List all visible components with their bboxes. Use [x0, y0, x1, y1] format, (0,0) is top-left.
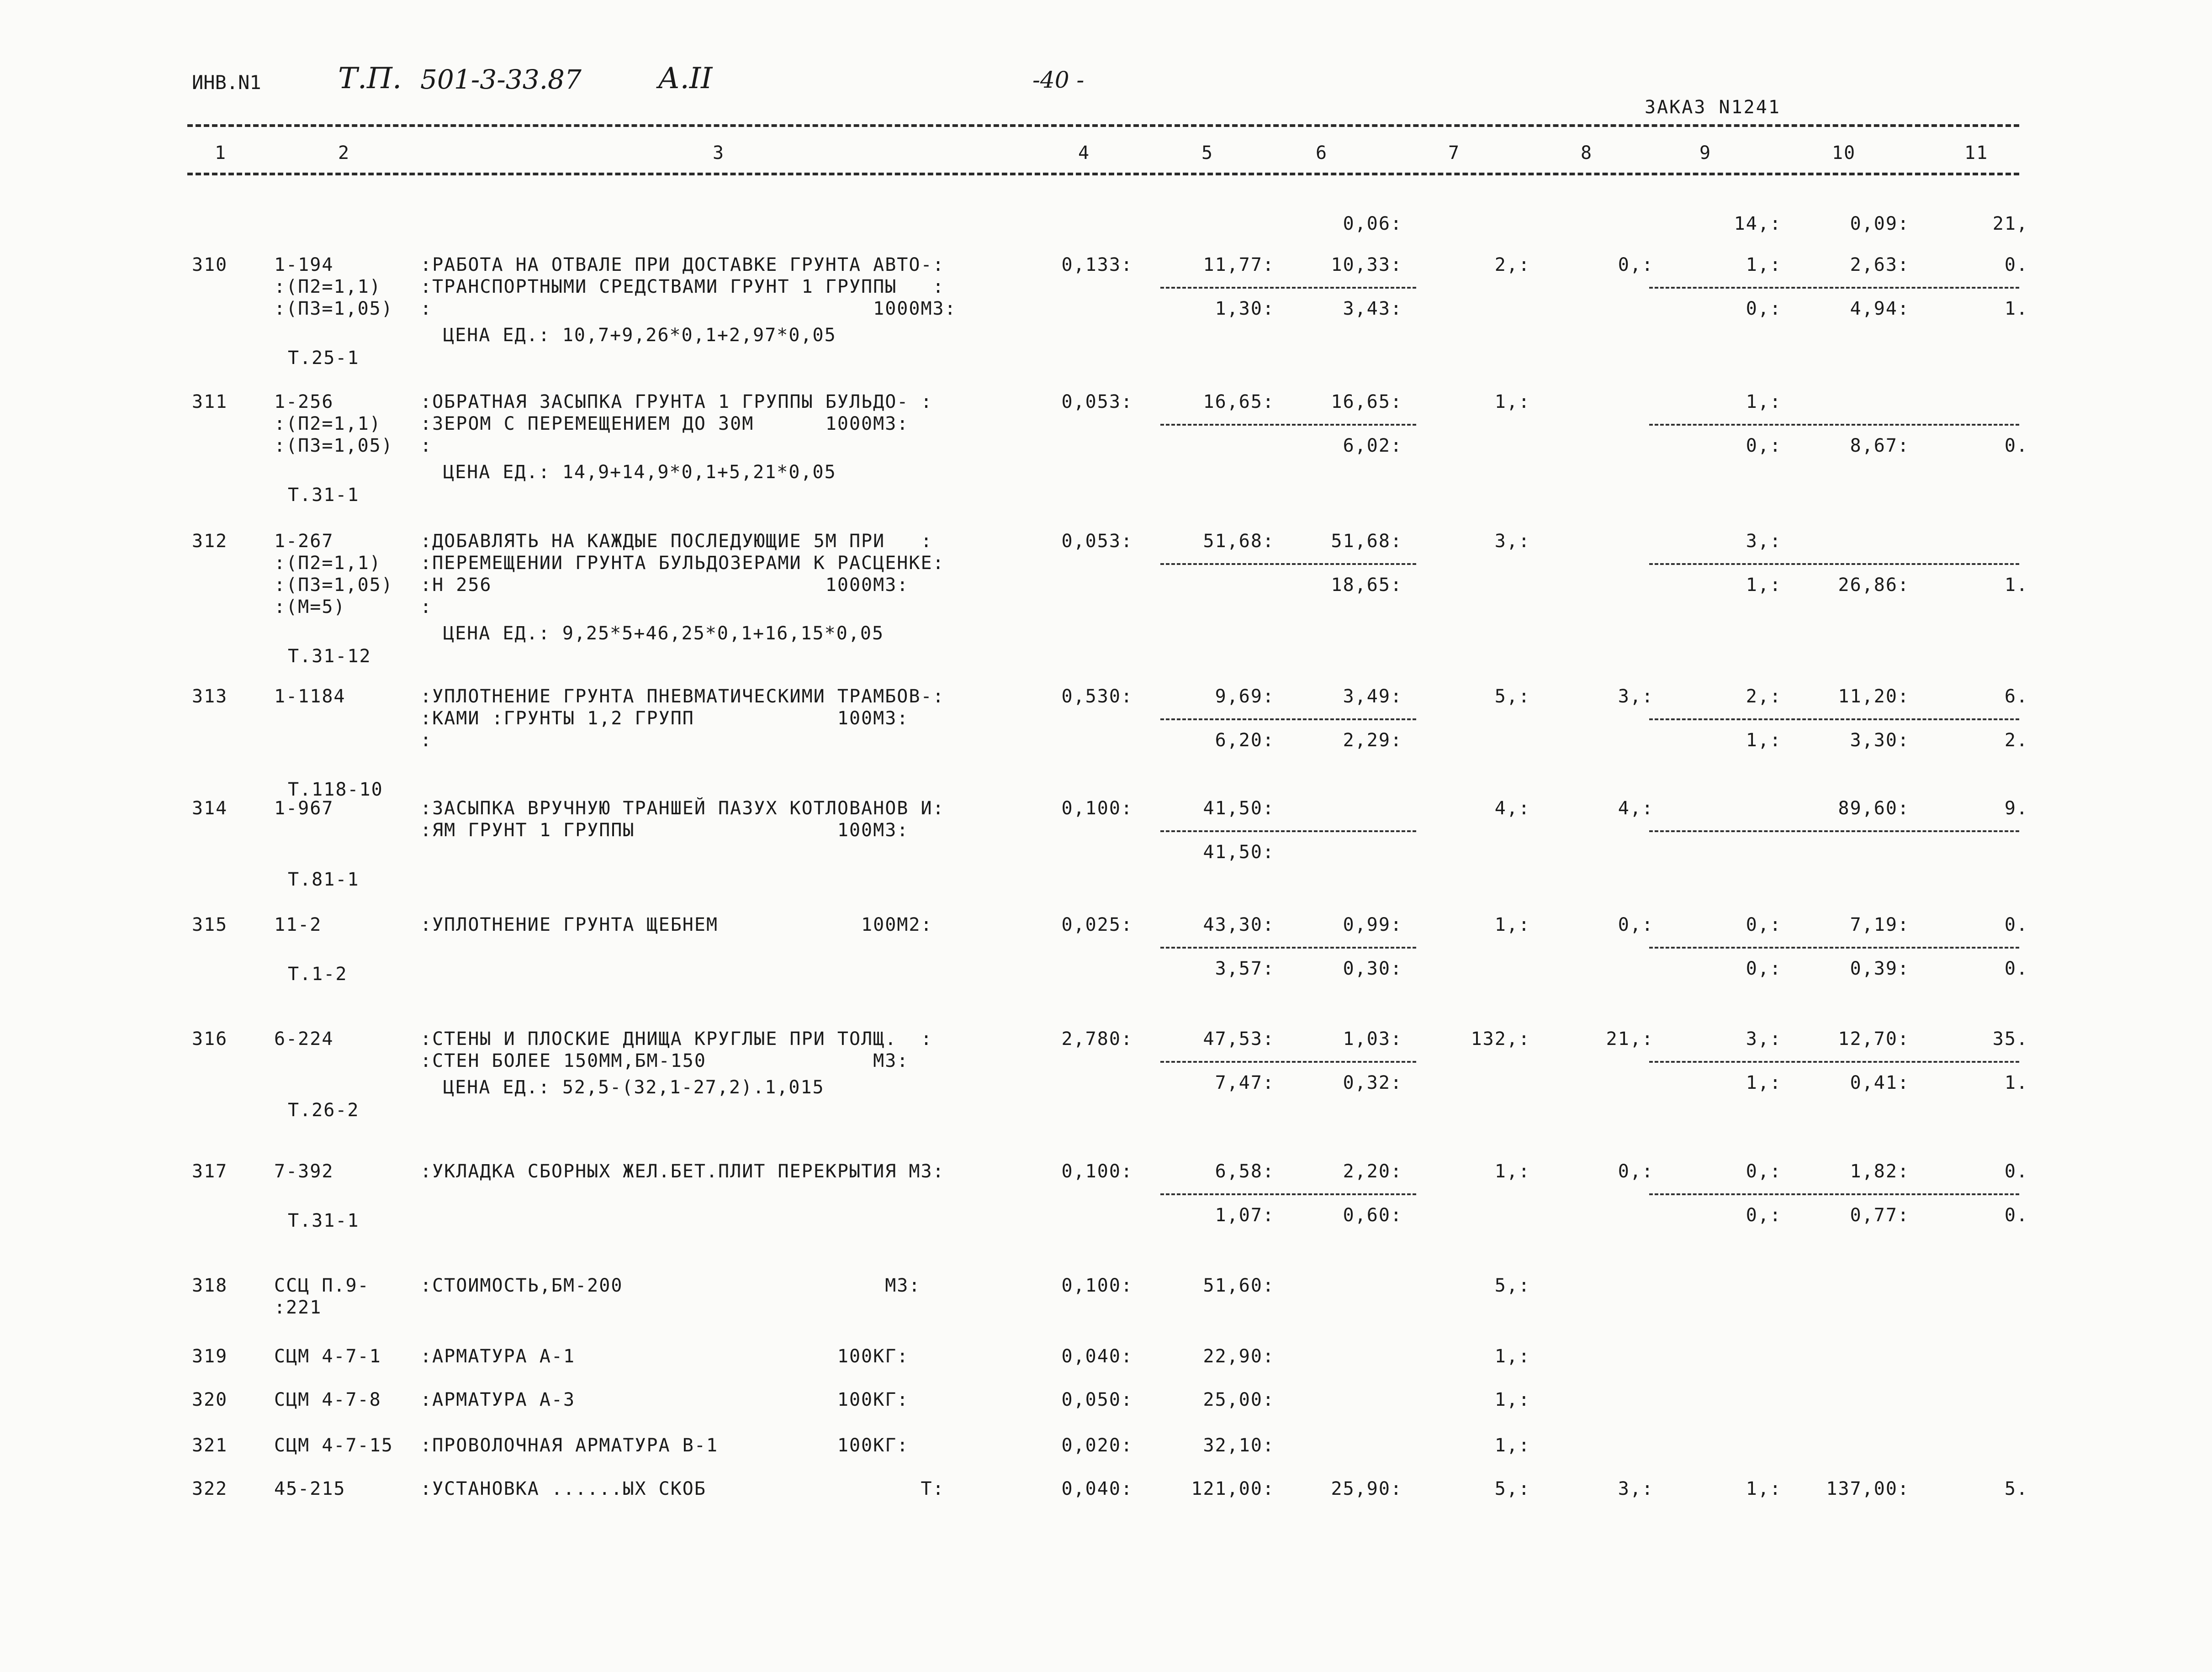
norm-reference: Т.25-1 [288, 348, 360, 369]
header-bottom-rule [187, 173, 2019, 175]
cell-c5: 51,68: [1203, 531, 1275, 552]
cell-c4: 0,025: [1061, 914, 1133, 935]
cell-c10: 7,19: [1850, 914, 1910, 935]
cell-divider [1649, 718, 2019, 720]
resource-code: 6-224 [274, 1029, 334, 1050]
cell-col9: 14,: [1734, 213, 1782, 234]
cell-c11-lower: 2. [2004, 730, 2028, 751]
cell-c8: 21,: [1606, 1029, 1654, 1050]
order-number: ЗАКАЗ N1241 [1645, 97, 1781, 118]
cell-c11-lower: 1. [2004, 298, 2028, 319]
tp-code: 501-3-33.87 [420, 64, 582, 95]
cell-c9-lower: 1,: [1746, 1072, 1782, 1093]
cell-c7: 3,: [1494, 531, 1530, 552]
work-description: :СТЕН БОЛЕЕ 150ММ,БМ-150 М3: [420, 1050, 909, 1071]
column-number: 6 [1316, 142, 1328, 164]
cell-c6: 1,03: [1343, 1029, 1402, 1050]
work-description: :УПЛОТНЕНИЕ ГРУНТА ПНЕВМАТИЧЕСКИМИ ТРАМБОВ-: [420, 686, 945, 707]
unit-price-formula: ЦЕНА ЕД.: 9,25*5+46,25*0,1+16,15*0,05 [443, 623, 884, 644]
cell-c9-lower: 1,: [1746, 730, 1782, 751]
cell-c9-lower: 1,: [1746, 575, 1782, 596]
cell-divider [1160, 1061, 1416, 1063]
cell-c6-lower: 18,65: [1331, 575, 1402, 596]
work-description: :КАМИ :ГРУНТЫ 1,2 ГРУПП 100М3: [420, 708, 909, 729]
cell-c4: 0,020: [1061, 1435, 1133, 1456]
column-number: 8 [1581, 142, 1593, 164]
resource-code: :(П2=1,1) [274, 413, 381, 434]
cell-c5: 121,00: [1191, 1478, 1275, 1499]
cell-c11: 35. [1992, 1029, 2028, 1050]
album-label: А.II [658, 62, 713, 95]
cell-c9: 0,: [1746, 914, 1782, 935]
cell-c9: 1,: [1746, 391, 1782, 412]
work-description: :УПЛОТНЕНИЕ ГРУНТА ЩЕБНЕМ 100М2: [420, 914, 933, 935]
cell-c10-lower: 3,30: [1850, 730, 1910, 751]
cell-c4: 0,100: [1061, 1275, 1133, 1296]
cell-c4: 0,040: [1061, 1478, 1133, 1499]
resource-code: :(П2=1,1) [274, 553, 381, 574]
cell-c9: 3,: [1746, 531, 1782, 552]
cell-c11: 0. [2004, 914, 2028, 935]
work-description: :ДОБАВЛЯТЬ НА КАЖДЫЕ ПОСЛЕДУЮЩИЕ 5М ПРИ : [420, 531, 933, 552]
cell-c11: 5. [2004, 1478, 2028, 1499]
cell-c5: 43,30: [1203, 914, 1275, 935]
cell-c5-lower: 1,30: [1215, 298, 1275, 319]
cell-c4: 0,100: [1061, 798, 1133, 819]
cell-divider [1649, 287, 2019, 289]
cell-c11: 0. [2004, 1161, 2028, 1182]
resource-code: :(П3=1,05) [274, 575, 393, 596]
cell-col6-lower: 0,06: [1343, 213, 1402, 234]
norm-reference: Т.1-2 [288, 964, 348, 985]
norm-reference: Т.26-2 [288, 1100, 360, 1121]
column-number: 4 [1078, 142, 1090, 164]
row-number: 312 [192, 531, 228, 552]
resource-code: :(П2=1,1) [274, 276, 381, 297]
cell-c5: 16,65: [1203, 391, 1275, 412]
cell-divider [1649, 1193, 2019, 1195]
cell-divider [1649, 1061, 2019, 1063]
cell-c6: 16,65: [1331, 391, 1402, 412]
row-number: 317 [192, 1161, 228, 1182]
cell-c10-lower: 26,86: [1838, 575, 1910, 596]
cell-c7: 5,: [1494, 1478, 1530, 1499]
cell-c7: 5,: [1494, 686, 1530, 707]
cell-divider [1160, 563, 1416, 565]
cell-c4: 0,530: [1061, 686, 1133, 707]
column-number: 10 [1832, 142, 1856, 164]
resource-code: :(П3=1,05) [274, 435, 393, 456]
resource-code: :(М=5) [274, 596, 346, 617]
cell-divider [1160, 830, 1416, 832]
cell-c5-lower: 41,50: [1203, 842, 1275, 863]
cell-c7: 1,: [1494, 1161, 1530, 1182]
resource-code: 1-967 [274, 798, 334, 819]
page-number: -40 - [1032, 67, 1085, 93]
cell-c5: 25,00: [1203, 1389, 1275, 1410]
norm-reference: Т.31-12 [288, 646, 371, 667]
cell-c11: 0. [2004, 254, 2028, 275]
cell-c11-lower: 1. [2004, 575, 2028, 596]
column-number: 7 [1448, 142, 1461, 164]
cell-c4: 0,053: [1061, 391, 1133, 412]
row-number: 320 [192, 1389, 228, 1410]
cell-c11-lower: 0. [2004, 1205, 2028, 1226]
norm-reference: Т.31-1 [288, 1210, 360, 1231]
cell-c7: 1,: [1494, 914, 1530, 935]
cell-c4: 0,100: [1061, 1161, 1133, 1182]
resource-code: 1-194 [274, 254, 334, 275]
cell-c9-lower: 0,: [1746, 1205, 1782, 1226]
cell-c5-lower: 3,57: [1215, 958, 1275, 979]
cell-c11: 9. [2004, 798, 2028, 819]
cell-c6-lower: 6,02: [1343, 435, 1402, 456]
cell-c5: 22,90: [1203, 1346, 1275, 1367]
cell-c10: 2,63: [1850, 254, 1910, 275]
cell-c11-lower: 0. [2004, 958, 2028, 979]
cell-c10: 137,00: [1826, 1478, 1910, 1499]
row-number: 310 [192, 254, 228, 275]
cell-c11: 6. [2004, 686, 2028, 707]
cell-c7: 1,: [1494, 1389, 1530, 1410]
unit-price-formula: ЦЕНА ЕД.: 14,9+14,9*0,1+5,21*0,05 [443, 462, 836, 483]
cell-c6-lower: 0,60: [1343, 1205, 1402, 1226]
cell-c10-lower: 0,39: [1850, 958, 1910, 979]
cell-c10: 1,82: [1850, 1161, 1910, 1182]
row-number: 314 [192, 798, 228, 819]
norm-reference: Т.31-1 [288, 485, 360, 506]
cell-divider [1160, 287, 1416, 289]
cell-c9-lower: 0,: [1746, 435, 1782, 456]
cell-c11-lower: 1. [2004, 1072, 2028, 1093]
work-description: : [420, 435, 433, 456]
work-description: :АРМАТУРА А-1 100КГ: [420, 1346, 909, 1367]
cell-c4: 0,050: [1061, 1389, 1133, 1410]
cell-c6: 3,49: [1343, 686, 1402, 707]
work-description: :ПРОВОЛОЧНАЯ АРМАТУРА В-1 100КГ: [420, 1435, 909, 1456]
work-description: :ОБРАТНАЯ ЗАСЫПКА ГРУНТА 1 ГРУППЫ БУЛЬДО- : [420, 391, 933, 412]
cell-c6: 0,99: [1343, 914, 1402, 935]
cell-c8: 3,: [1618, 686, 1654, 707]
work-description: :СТОИМОСТЬ,БМ-200 М3: [420, 1275, 921, 1296]
work-description: :ЯМ ГРУНТ 1 ГРУППЫ 100М3: [420, 820, 909, 841]
cell-c5: 11,77: [1203, 254, 1275, 275]
row-number: 311 [192, 391, 228, 412]
column-number: 2 [338, 142, 350, 164]
cell-c5: 32,10: [1203, 1435, 1275, 1456]
column-number: 3 [713, 142, 725, 164]
cell-divider [1160, 1193, 1416, 1195]
unit-price-formula: ЦЕНА ЕД.: 10,7+9,26*0,1+2,97*0,05 [443, 325, 836, 346]
cell-c6-lower: 3,43: [1343, 298, 1402, 319]
work-description: :РАБОТА НА ОТВАЛЕ ПРИ ДОСТАВКЕ ГРУНТА АВТО-: [420, 254, 945, 275]
resource-code: СЦМ 4-7-15 [274, 1435, 393, 1456]
cell-c7: 1,: [1494, 1346, 1530, 1367]
work-description: :ТРАНСПОРТНЫМИ СРЕДСТВАМИ ГРУНТ 1 ГРУППЫ : [420, 276, 945, 297]
cell-c4: 0,133: [1061, 254, 1133, 275]
cell-c9-lower: 0,: [1746, 298, 1782, 319]
norm-reference: Т.81-1 [288, 869, 360, 890]
cell-c6-lower: 0,32: [1343, 1072, 1402, 1093]
work-description: : [420, 596, 433, 617]
cell-divider [1649, 563, 2019, 565]
column-number: 9 [1699, 142, 1712, 164]
tp-label: Т.П. [338, 62, 402, 95]
cell-c10: 12,70: [1838, 1029, 1910, 1050]
cell-c5: 6,58: [1215, 1161, 1275, 1182]
column-number: 11 [1964, 142, 1989, 164]
resource-code: СЦМ 4-7-8 [274, 1389, 381, 1410]
work-description: :ЗАСЫПКА ВРУЧНУЮ ТРАНШЕЙ ПАЗУХ КОТЛОВАНОВ И: [420, 798, 945, 819]
cell-c8: 0,: [1618, 254, 1654, 275]
resource-code: 11-2 [274, 914, 322, 935]
cell-c9: 3,: [1746, 1029, 1782, 1050]
cell-divider [1160, 424, 1416, 426]
cell-c8: 3,: [1618, 1478, 1654, 1499]
cell-c10-lower: 4,94: [1850, 298, 1910, 319]
cell-c5: 41,50: [1203, 798, 1275, 819]
work-description: :ПЕРЕМЕЩЕНИИ ГРУНТА БУЛЬДОЗЕРАМИ К РАСЦЕНКЕ: [420, 553, 945, 574]
row-number: 316 [192, 1029, 228, 1050]
cell-c5-lower: 6,20: [1215, 730, 1275, 751]
work-description: :Н 256 1000М3: [420, 575, 909, 596]
row-number: 313 [192, 686, 228, 707]
cell-c7: 5,: [1494, 1275, 1530, 1296]
inventory-label: ИНВ.N1 [192, 71, 261, 94]
resource-code: ССЦ П.9- [274, 1275, 370, 1296]
cell-col10: 0,09: [1850, 213, 1910, 234]
header-top-rule [187, 124, 2019, 127]
cell-c5: 51,60: [1203, 1275, 1275, 1296]
cell-c7: 1,: [1494, 391, 1530, 412]
row-number: 315 [192, 914, 228, 935]
cell-c5-lower: 7,47: [1215, 1072, 1275, 1093]
cell-c6: 51,68: [1331, 531, 1402, 552]
cell-c4: 0,040: [1061, 1346, 1133, 1367]
work-description: :СТЕНЫ И ПЛОСКИЕ ДНИЩА КРУГЛЫЕ ПРИ ТОЛЩ. : [420, 1029, 933, 1050]
cell-c10: 89,60: [1838, 798, 1910, 819]
cell-c9: 1,: [1746, 1478, 1782, 1499]
cell-c5: 47,53: [1203, 1029, 1275, 1050]
cell-c10-lower: 0,41: [1850, 1072, 1910, 1093]
cell-c8: 0,: [1618, 1161, 1654, 1182]
cell-c9-lower: 0,: [1746, 958, 1782, 979]
work-description: :АРМАТУРА А-3 100КГ: [420, 1389, 909, 1410]
work-description: : 1000М3: [420, 298, 957, 319]
cell-c4: 0,053: [1061, 531, 1133, 552]
cell-c6: 10,33: [1331, 254, 1402, 275]
cell-col11: 21, [1992, 213, 2028, 234]
cell-c5: 9,69: [1215, 686, 1275, 707]
cell-c5-lower: 1,07: [1215, 1205, 1275, 1226]
cell-c7: 4,: [1494, 798, 1530, 819]
cell-c7: 1,: [1494, 1435, 1530, 1456]
work-description: :ЗЕРОМ С ПЕРЕМЕЩЕНИЕМ ДО 30М 1000М3: [420, 413, 909, 434]
unit-price-formula: ЦЕНА ЕД.: 52,5-(32,1-27,2).1,015 [443, 1077, 825, 1098]
cell-c8: 0,: [1618, 914, 1654, 935]
cell-c6-lower: 2,29: [1343, 730, 1402, 751]
cell-c7: 132,: [1471, 1029, 1530, 1050]
cell-c6: 25,90: [1331, 1478, 1402, 1499]
cell-divider [1160, 718, 1416, 720]
cell-c6: 2,20: [1343, 1161, 1402, 1182]
cell-divider [1649, 830, 2019, 832]
column-number: 1 [215, 142, 227, 164]
column-number: 5 [1201, 142, 1214, 164]
resource-code: :(П3=1,05) [274, 298, 393, 319]
cell-c4: 2,780: [1061, 1029, 1133, 1050]
row-number: 321 [192, 1435, 228, 1456]
cell-c7: 2,: [1494, 254, 1530, 275]
norm-reference: Т.118-10 [288, 779, 383, 800]
row-number: 319 [192, 1346, 228, 1367]
cell-c6-lower: 0,30: [1343, 958, 1402, 979]
resource-code: :221 [274, 1297, 322, 1318]
resource-code: 1-267 [274, 531, 334, 552]
cell-c10-lower: 0,77: [1850, 1205, 1910, 1226]
cell-divider [1160, 947, 1416, 949]
cell-c10: 11,20: [1838, 686, 1910, 707]
resource-code: 1-1184 [274, 686, 346, 707]
cell-c8: 4,: [1618, 798, 1654, 819]
cell-c9: 2,: [1746, 686, 1782, 707]
cell-c10-lower: 8,67: [1850, 435, 1910, 456]
resource-code: 7-392 [274, 1161, 334, 1182]
cell-divider [1649, 424, 2019, 426]
cell-c9: 0,: [1746, 1161, 1782, 1182]
cell-c11-lower: 0. [2004, 435, 2028, 456]
work-description: :УСТАНОВКА ......ЫХ СКОБ Т: [420, 1478, 945, 1499]
row-number: 318 [192, 1275, 228, 1296]
work-description: : [420, 730, 433, 751]
resource-code: СЦМ 4-7-1 [274, 1346, 381, 1367]
resource-code: 1-256 [274, 391, 334, 412]
row-number: 322 [192, 1478, 228, 1499]
work-description: :УКЛАДКА СБОРНЫХ ЖЕЛ.БЕТ.ПЛИТ ПЕРЕКРЫТИЯ М3: [420, 1161, 945, 1182]
cell-divider [1649, 947, 2019, 949]
resource-code: 45-215 [274, 1478, 346, 1499]
cell-c9: 1,: [1746, 254, 1782, 275]
